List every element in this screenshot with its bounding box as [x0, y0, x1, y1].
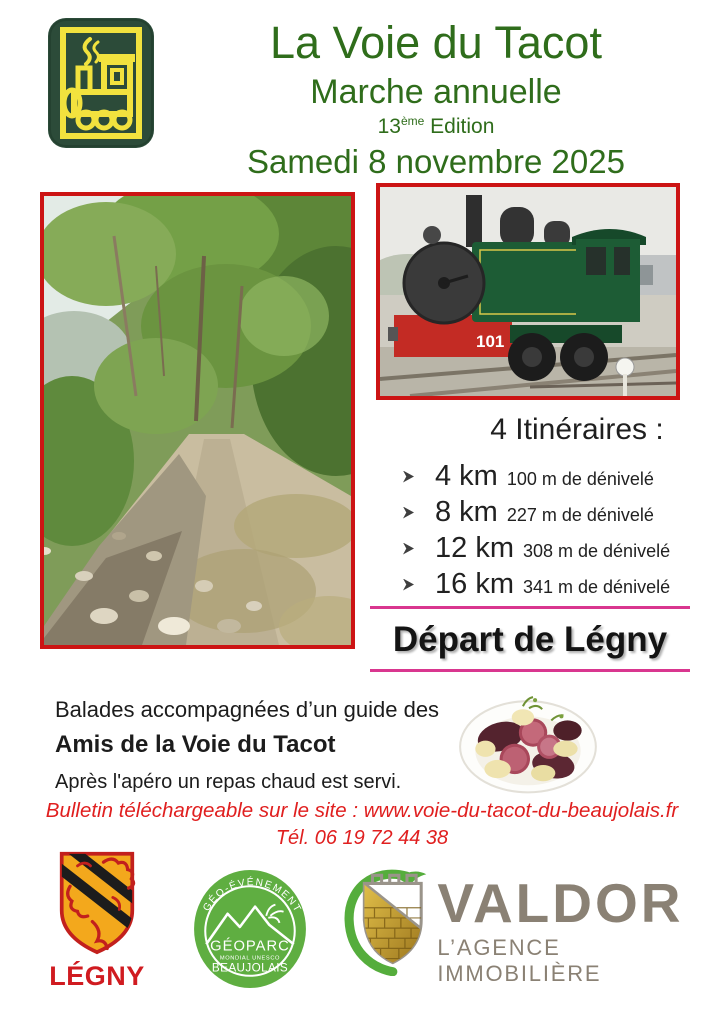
header-titles: [150, 18, 722, 181]
itinerary-item: [403, 568, 690, 601]
event-subtitle: Marche annuelle: [310, 73, 562, 112]
itinerary-elevation: 308 m de dénivelé: [522, 541, 671, 561]
geoparc-name: GÉOPARC: [210, 938, 290, 955]
meal-line: Après l'apéro un repas chaud est servi.: [55, 771, 402, 793]
geoparc-badge: [193, 869, 307, 989]
page-title: La Voie du Tacot: [270, 17, 602, 68]
edition-line: [150, 114, 722, 139]
itinerary-elevation: 227 m de dénivelé: [506, 505, 654, 525]
meal-photo: [452, 688, 604, 800]
departure-text: Départ de Légny: [392, 620, 668, 659]
legny-coat-of-arms-icon: [54, 851, 140, 955]
edition-suffix: ème: [400, 113, 425, 128]
itinerary-item: [403, 460, 690, 493]
association-name: Amis de la Voie du Tacot: [55, 731, 336, 758]
itinerary-distance: 4 km: [435, 460, 498, 492]
geoparc-arc-label: GÉO-ÉVÉNEMENT: [201, 877, 304, 916]
arrow-bullet-icon: [403, 507, 414, 519]
phone-line: Tél. 06 19 72 44 38: [275, 827, 449, 849]
itineraries-section: [376, 413, 690, 604]
itinerary-item: [403, 532, 690, 565]
legny-label: LÉGNY: [49, 961, 145, 991]
bulletin-line: Bulletin téléchargeable sur le site : www.voie-du-tacot-du-beaujolais.fr: [45, 799, 679, 822]
geoparc-region: BEAUJOLAIS: [211, 961, 289, 975]
edition-word: Edition: [424, 114, 495, 138]
edition-number: 13: [377, 114, 401, 138]
tacot-train-logo-icon: [46, 16, 156, 150]
itineraries-list: [376, 460, 690, 601]
arrow-bullet-icon: [403, 579, 414, 591]
valdor-tagline: L’AGENCE IMMOBILIÈRE: [437, 935, 602, 986]
geoparc-badge-icon: [193, 869, 307, 989]
trail-photo: [40, 192, 355, 649]
event-date: Samedi 8 novembre 2025: [247, 142, 625, 180]
itinerary-elevation: 341 m de dénivelé: [522, 577, 671, 597]
legny-logo: [44, 851, 150, 992]
guide-line: Balades accompagnées d’un guide des: [55, 697, 440, 722]
locomotive-number: 101: [476, 332, 505, 351]
departure-banner: [370, 606, 690, 672]
geoparc-subname: MONDIAL UNESCO: [219, 955, 281, 962]
arrow-bullet-icon: [403, 471, 414, 483]
valdor-name: VALDOR: [437, 872, 684, 934]
valdor-shield-icon: [342, 868, 431, 976]
itinerary-item: [403, 496, 690, 529]
arrow-bullet-icon: [403, 543, 414, 555]
valdor-wordmark: [437, 868, 724, 987]
valdor-logo: [342, 868, 724, 987]
itineraries-heading: 4 Itinéraires :: [490, 413, 664, 446]
pink-rule-bottom: [370, 669, 690, 672]
itinerary-distance: 16 km: [435, 568, 514, 600]
itinerary-distance: 12 km: [435, 532, 514, 564]
locomotive-photo: [376, 183, 680, 400]
itinerary-distance: 8 km: [435, 496, 498, 528]
itinerary-elevation: 100 m de dénivelé: [506, 469, 654, 489]
